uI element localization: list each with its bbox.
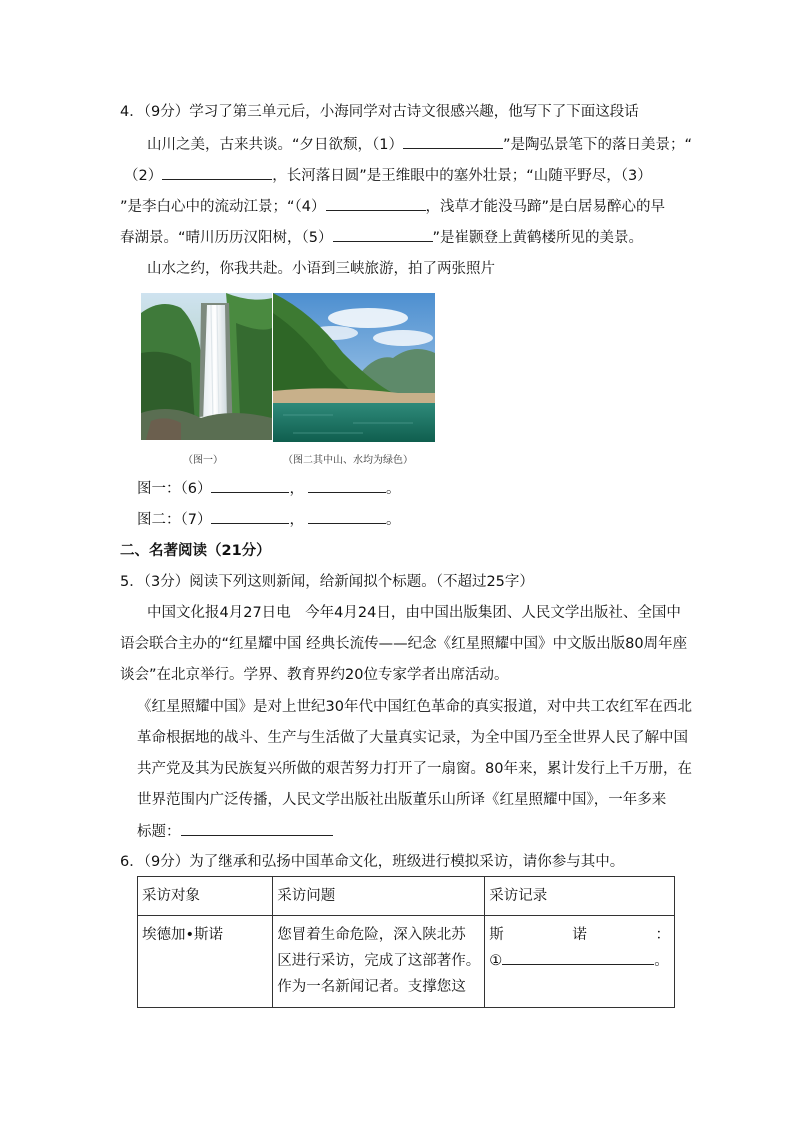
q4-paragraph-line-3 xyxy=(120,196,665,217)
photo-caption-2: （图二其中山、水均为绿色） xyxy=(283,455,413,466)
period: 。 xyxy=(385,481,401,497)
record-header-line xyxy=(489,922,670,948)
q4-text: ”是李白心中的流动江景；“（4） xyxy=(120,199,326,215)
q4-text: ”是陶弘景笔下的落日美景；“ xyxy=(503,137,693,153)
q4-paragraph-2: 山水之约，你我共赴。小语到三峡旅游，拍了两张照片 xyxy=(147,261,495,277)
fig2-label: 图二：（7） xyxy=(137,512,212,528)
interview-subject: 埃德加•斯诺 xyxy=(138,916,273,1008)
gorge-photo xyxy=(273,293,435,442)
q5-news-line-3: 谈会”在北京举行。学界、教育界约20位专家学者出席活动。 xyxy=(120,667,509,683)
section-title: 二、名著阅读（21分） xyxy=(120,543,271,559)
title-answer-blank[interactable] xyxy=(181,821,333,836)
answer-blank-2[interactable] xyxy=(162,165,272,180)
q5-title-line xyxy=(137,821,333,842)
table-header-cell: 采访问题 xyxy=(273,877,485,916)
q5-news-line-5: 革命根据地的战斗、生产与生活做了大量真实记录，为全中国乃至全世界人民了解中国 xyxy=(137,730,688,746)
question-line: 您冒着生命危险，深入陕北苏 xyxy=(277,927,466,943)
record-text: ： xyxy=(655,927,670,943)
table-header-row xyxy=(138,877,675,916)
q6-header: 6．（9分）为了继承和弘扬中国革命文化，班级进行模拟采访，请你参与其中。 xyxy=(120,854,625,870)
q4-text: ，长河落日圆”是王维眼中的塞外壮景；“山随平野尽，（3） xyxy=(272,168,652,184)
photo-caption-1: （图一） xyxy=(183,455,223,466)
q4-paragraph-line-4 xyxy=(120,227,643,248)
answer-blank-6b[interactable] xyxy=(308,478,386,493)
title-label: 标题： xyxy=(137,824,181,840)
q5-news-line-6: 共产党及其为民族复兴所做的艰苦努力打开了一扇窗。80年来，累计发行上千万册，在 xyxy=(137,761,692,777)
question-line: 区进行采访，完成了这部著作。 xyxy=(277,953,481,969)
q4-header: 4．（9分）学习了第三单元后，小海同学对古诗文很感兴趣，他写下了下面这段话 xyxy=(120,104,639,120)
answer-blank-7b[interactable] xyxy=(308,509,386,524)
q4-text: （2） xyxy=(124,168,163,184)
record-answer-blank[interactable] xyxy=(502,950,654,965)
record-text: 斯 xyxy=(489,927,504,943)
period: 。 xyxy=(385,512,401,528)
q4-paragraph-line-2 xyxy=(124,165,652,186)
q4-text: 春湖景。“晴川历历汉阳树，（5） xyxy=(120,230,333,246)
table-header-cell: 采访记录 xyxy=(485,877,675,916)
fig1-answer-line xyxy=(137,478,400,499)
q5-news-line-4: 《红星照耀中国》是对上世纪30年代中国红色革命的真实报道，对中共工农红军在西北 xyxy=(137,699,692,715)
q5-header: 5．（3分）阅读下列这则新闻，给新闻拟个标题。（不超过25字） xyxy=(120,574,534,590)
waterfall-photo xyxy=(141,293,272,440)
fig1-label: 图一：（6） xyxy=(137,481,212,497)
separator: ， xyxy=(289,512,304,528)
q4-text: 山川之美，古来共谈。“夕日欲颓，（1） xyxy=(147,137,403,153)
circled-number: ① xyxy=(489,953,503,969)
fig2-answer-line xyxy=(137,509,400,530)
question-line: 作为一名新闻记者。支撑您这 xyxy=(277,979,466,995)
answer-blank-7a[interactable] xyxy=(211,509,289,524)
q4-text: ”是崔颢登上黄鹤楼所见的美景。 xyxy=(432,230,644,246)
interview-question xyxy=(273,916,485,1008)
table-header-cell: 采访对象 xyxy=(138,877,273,916)
record-answer-line xyxy=(489,948,670,974)
record-text: 诺 xyxy=(572,927,587,943)
answer-blank-5[interactable] xyxy=(333,227,433,242)
answer-blank-1[interactable] xyxy=(403,134,503,149)
q4-text: ，浅草才能没马蹄”是白居易醉心的早 xyxy=(425,199,666,215)
interview-table xyxy=(137,876,675,1008)
q5-news-line-1: 中国文化报4月27日电 今年4月24日，由中国出版集团、人民文学出版社、全国中 xyxy=(147,605,681,621)
table-row xyxy=(138,916,675,1008)
answer-blank-4[interactable] xyxy=(326,196,426,211)
interview-record xyxy=(485,916,675,1008)
answer-blank-6a[interactable] xyxy=(211,478,289,493)
q5-news-line-2: 语会联合主办的“红星耀中国 经典长流传——纪念《红星照耀中国》中文版出版80周年座 xyxy=(120,636,688,652)
q5-news-line-7: 世界范围内广泛传播，人民文学出版社出版董乐山所译《红星照耀中国》，一年多来 xyxy=(137,792,667,808)
period: 。 xyxy=(654,953,669,969)
q4-paragraph-line-1 xyxy=(147,134,692,155)
separator: ， xyxy=(289,481,304,497)
